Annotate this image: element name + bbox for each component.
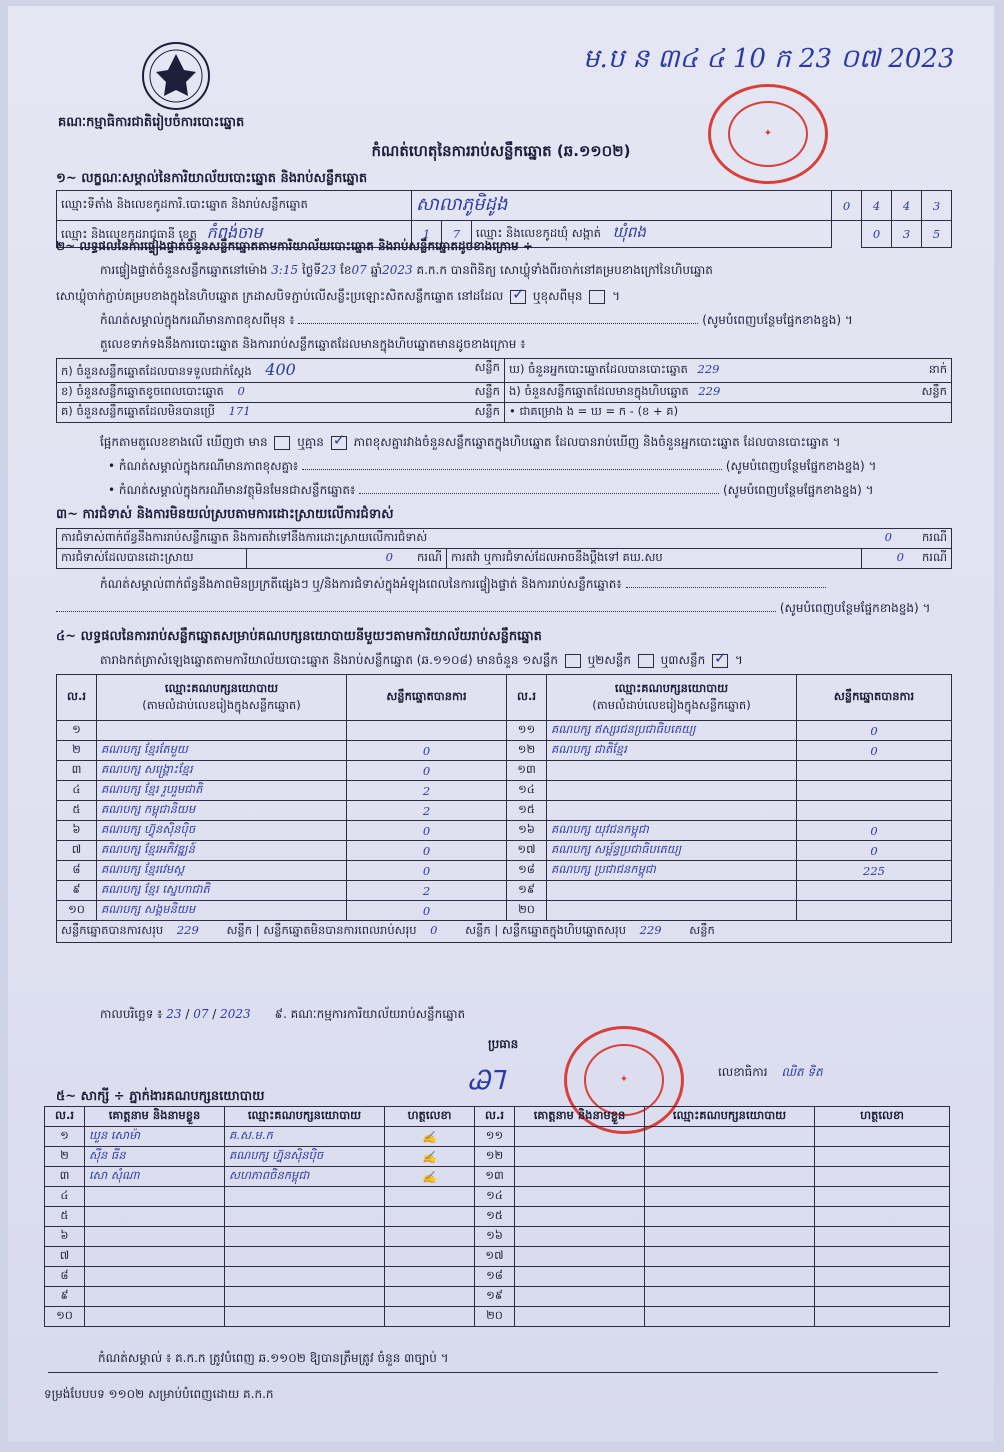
totals-row: សន្លឹកឆ្នោតបានការសរុប 229 សន្លឹក | សន្លឹកឆ្នោតមិនបានការពេលរាប់សរុប 0 សន្លឹក | សន្លឹកឆ្នោតក្នុងហិបឆ្នោតសរុប 229 សន្លឹក bbox=[57, 921, 952, 943]
count-d-label: ឃ) ចំនួនអ្នកបោះឆ្នោតដែលបានបោះឆ្នោត bbox=[509, 362, 688, 376]
result-no: ៣ bbox=[57, 761, 97, 781]
witness-party: គ.ស.ម.ក bbox=[225, 1127, 385, 1147]
witness-party-2 bbox=[645, 1267, 815, 1287]
witness-name bbox=[85, 1307, 225, 1327]
result-party-2 bbox=[547, 781, 797, 801]
witness-row bbox=[45, 1127, 950, 1147]
commune-name: ឃុំពង bbox=[612, 223, 646, 241]
total-valid: 229 bbox=[176, 923, 199, 937]
witness-party bbox=[225, 1287, 385, 1307]
witness-signature-2 bbox=[815, 1307, 950, 1327]
sheets-2-checkbox[interactable] bbox=[638, 654, 654, 668]
footer-note: កំណត់សម្គាល់ ៖ គ.ក.ក ត្រូវបំពេញ ឆ.១១០២ ឱ្យបានត្រឹមត្រូវ ចំនួន ៣ច្បាប់ ។ bbox=[98, 1351, 449, 1365]
province-label: ឈ្មោះ និងលេខកូដរាជធានី ខេត្ត កំពង់ចាម bbox=[57, 221, 412, 248]
secretary-signature: ឈិត ទិត bbox=[781, 1065, 823, 1079]
section4-heading: ៤~ លទ្ធផលនៃការរាប់សន្លឹកឆ្នោតសម្រាប់គណបក្សនយោបាយនីមួយៗតាមការិយាល័យរាប់សន្លឹកឆ្នោត bbox=[56, 629, 542, 644]
witness-signature bbox=[385, 1307, 475, 1327]
count-a-value: 400 bbox=[265, 360, 296, 379]
result-row bbox=[57, 781, 952, 801]
form-title: កំណត់ហេតុនៃការរាប់សន្លឹកឆ្នោត (ឆ.១១០២) bbox=[371, 142, 631, 160]
count-b-value: 0 bbox=[237, 384, 245, 398]
witness-name-2 bbox=[515, 1247, 645, 1267]
witness-name bbox=[85, 1267, 225, 1287]
red-seal-stamp-bottom: ✦ bbox=[564, 1026, 684, 1134]
witness-name-2 bbox=[515, 1147, 645, 1167]
province-code-2: 7 bbox=[442, 221, 472, 248]
commune-code-3: 5 bbox=[922, 221, 952, 248]
witness-no: ១០ bbox=[45, 1307, 85, 1327]
count-a-label: ក) ចំនួនសន្លឹកឆ្នោតដែលបានទទួលជាក់ស្ដែង bbox=[61, 364, 252, 378]
col-party-1: ឈ្មោះគណបក្សនយោបាយ (តាមលំដាប់លេខរៀងក្នុងសន្លឹកឆ្នោត) bbox=[97, 675, 347, 721]
result-row bbox=[57, 901, 952, 921]
witness-signature-2 bbox=[815, 1227, 950, 1247]
result-row bbox=[57, 761, 952, 781]
w-col-no-1: ល.រ bbox=[45, 1107, 85, 1127]
president-label: ប្រធាន bbox=[488, 1037, 519, 1051]
station-code-3: 4 bbox=[892, 191, 922, 221]
witness-signature-2 bbox=[815, 1147, 950, 1167]
result-votes-2: 0 bbox=[797, 841, 952, 861]
witness-party bbox=[225, 1227, 385, 1247]
section3-note-line2: (សូមបំពេញបន្ថែមផ្នែកខាងខ្នង) ។ bbox=[56, 600, 966, 618]
red-seal-stamp-top: ✦ bbox=[708, 84, 828, 184]
witness-party-2 bbox=[645, 1127, 815, 1147]
witness-party bbox=[225, 1267, 385, 1287]
col-no-1: ល.រ bbox=[57, 675, 97, 721]
station-code-4: 3 bbox=[922, 191, 952, 221]
witness-name: ស៊ីន ធីន bbox=[85, 1147, 225, 1167]
result-votes-2: 225 bbox=[797, 861, 952, 881]
witness-name-2 bbox=[515, 1287, 645, 1307]
result-no: ១០ bbox=[57, 901, 97, 921]
result-no-2: ១៥ bbox=[507, 801, 547, 821]
result-no-2: ២០ bbox=[507, 901, 547, 921]
section2-note2: • កំណត់សម្គាល់ក្នុងករណីមានវត្ថុមិនមែនជាសន្លឹកឆ្នោត៖ (សូមបំពេញបន្ថែមផ្នែកខាងខ្នង) ។ bbox=[108, 483, 874, 497]
commune-code-1: 0 bbox=[862, 221, 892, 248]
witness-party-2 bbox=[645, 1167, 815, 1187]
section5-heading: ៥~ សាក្សី ÷ ភ្នាក់ងារគណបក្សនយោបាយ bbox=[56, 1089, 265, 1104]
witness-row bbox=[45, 1167, 950, 1187]
witness-no-2: ១៨ bbox=[475, 1267, 515, 1287]
result-votes: 2 bbox=[347, 881, 507, 901]
different-checkbox[interactable] bbox=[589, 290, 605, 304]
province-code-1: 1 bbox=[412, 221, 442, 248]
witness-no-2: ១១ bbox=[475, 1127, 515, 1147]
w-col-no-2: ល.រ bbox=[475, 1107, 515, 1127]
result-party: គណបក្ស ខ្មែរ ស្នេហាជាតិ bbox=[97, 881, 347, 901]
result-party: គណបក្ស ខ្មែរវេមស្ដ bbox=[97, 861, 347, 881]
witness-signature: ✍ bbox=[385, 1147, 475, 1167]
check-month: 07 bbox=[351, 263, 367, 277]
result-no-2: ១៣ bbox=[507, 761, 547, 781]
witness-signature bbox=[385, 1247, 475, 1267]
result-no: ៨ bbox=[57, 861, 97, 881]
result-votes: 0 bbox=[347, 901, 507, 921]
resolved-label: ការជំទាស់ដែលបានដោះស្រាយ bbox=[57, 549, 247, 569]
witness-party-2 bbox=[645, 1247, 815, 1267]
witness-row bbox=[45, 1207, 950, 1227]
commune-label: ឈ្មោះ និងលេខកូដឃុំ សង្កាត់ bbox=[476, 226, 601, 240]
appeal-label: ការតវ៉ា ឬការជំទាស់ដែលអាចនឹងប្ដឹងទៅ គឃ.សប bbox=[447, 549, 862, 569]
result-party-2: គណបក្ស យុវជនកម្ពុជា bbox=[547, 821, 797, 841]
witness-party bbox=[225, 1187, 385, 1207]
total-in-box: 229 bbox=[639, 923, 662, 937]
result-votes-2 bbox=[797, 901, 952, 921]
witness-row bbox=[45, 1267, 950, 1287]
witness-signature bbox=[385, 1287, 475, 1307]
formula: • ជាគម្រោង ង = ឃ = ក - (ខ + គ) bbox=[505, 403, 952, 423]
witness-party-2 bbox=[645, 1207, 815, 1227]
result-votes-2 bbox=[797, 781, 952, 801]
objection-count: 0 bbox=[884, 530, 892, 544]
result-row bbox=[57, 801, 952, 821]
witness-no-2: ១៧ bbox=[475, 1247, 515, 1267]
resolved-count: 0 bbox=[385, 550, 393, 564]
result-row bbox=[57, 741, 952, 761]
w-col-sign-2: ហត្ថលេខា bbox=[815, 1107, 950, 1127]
check-day: 23 bbox=[321, 263, 337, 277]
witness-party bbox=[225, 1247, 385, 1267]
witness-no: ៩ bbox=[45, 1287, 85, 1307]
station-code-2: 4 bbox=[862, 191, 892, 221]
result-party-2: គណបក្ស សម្ព័ន្ធប្រជាធិបតេយ្យ bbox=[547, 841, 797, 861]
result-no-2: ១២ bbox=[507, 741, 547, 761]
station-label: ឈ្មោះទីតាំង និងលេខកូដការិ.បោះឆ្នោត និងរាប់សន្លឹកឆ្នោត bbox=[57, 191, 412, 221]
result-votes: 2 bbox=[347, 781, 507, 801]
results-table bbox=[56, 674, 952, 943]
witness-no: ៣ bbox=[45, 1167, 85, 1187]
spacer bbox=[832, 221, 862, 248]
result-row bbox=[57, 821, 952, 841]
section4-intro: តារាងកត់ត្រាសំឡេងឆ្នោតតាមការិយាល័យបោះឆ្នោត និងរាប់សន្លឹកឆ្នោត (ឆ.១១០៨) មានចំនួន ១សន្លឹក ឬ២សន្លឹក ឬ៣សន្លឹក ✓ ។ bbox=[100, 652, 960, 670]
col-no-2: ល.រ bbox=[507, 675, 547, 721]
witness-party: គណបក្ស ហ្វ៊ុនស៊ិនប៉ិច bbox=[225, 1147, 385, 1167]
result-no: ៧ bbox=[57, 841, 97, 861]
witness-row bbox=[45, 1287, 950, 1307]
station-code-1: 0 bbox=[832, 191, 862, 221]
appeal-count: 0 bbox=[896, 550, 904, 564]
witness-signature-2 bbox=[815, 1267, 950, 1287]
witness-signature-2 bbox=[815, 1127, 950, 1147]
date-day: 23 bbox=[166, 1007, 182, 1021]
section2-note1: • កំណត់សម្គាល់ក្នុងករណីមានភាពខុសគ្នា៖ (សូមបំពេញបន្ថែមផ្នែកខាងខ្នង) ។ bbox=[108, 459, 877, 473]
section2-line3: កំណត់សម្គាល់ក្នុងករណីមានភាពខុសពីមុន ៖ (សូមបំពេញបន្ថែមផ្នែកខាងខ្នង) ។ bbox=[100, 313, 853, 327]
station-name: សាលាភូមិដូង bbox=[412, 191, 832, 221]
result-votes-2: 0 bbox=[797, 721, 952, 741]
witness-party-2 bbox=[645, 1287, 815, 1307]
section3-heading: ៣~ ការជំទាស់ និងការមិនយល់ស្របតាមការដោះស្រាយលើការជំទាស់ bbox=[56, 507, 394, 522]
counts-table: ក) ចំនួនសន្លឹកឆ្នោតដែលបានទទួលជាក់ស្ដែង 400 សន្លឹក ឃ) ចំនួនអ្នកបោះឆ្នោតដែលបានបោះឆ្នោត 229 នាក់ ខ) ចំនួនសន្លឹកឆ្នោតខូចពេលបោះឆ្នោត 0 សន្លឹក ង) ចំនួនសន្លឹកឆ្នោតដែលមានក្នុងហិបឆ្នោត 229 សន្លឹក គ) ចំនួនសន្លឹកឆ្នោតដែលមិនបានប្រើ 171 សន្លឹក • ជាគម្រោង ង = ឃ = ក - (ខ + គ) bbox=[56, 358, 952, 423]
result-votes-2 bbox=[797, 801, 952, 821]
witness-no-2: ១៤ bbox=[475, 1187, 515, 1207]
count-c-label: គ) ចំនួនសន្លឹកឆ្នោតដែលមិនបានប្រើ bbox=[61, 404, 215, 418]
committee-name: គណៈកម្មាធិការជាតិរៀបចំការបោះឆ្នោត bbox=[58, 115, 245, 130]
date-month: 07 bbox=[193, 1007, 209, 1021]
result-party: គណបក្ស សង្គ្រោះខ្មែរ bbox=[97, 761, 347, 781]
witness-party bbox=[225, 1207, 385, 1227]
section1-heading: ១~ លក្ខណៈសម្គាល់នៃការិយាល័យបោះឆ្នោត និងរាប់សន្លឹកឆ្នោត bbox=[56, 171, 368, 186]
witness-table bbox=[44, 1106, 950, 1327]
result-no: ៦ bbox=[57, 821, 97, 841]
count-b-label: ខ) ចំនួនសន្លឹកឆ្នោតខូចពេលបោះឆ្នោត bbox=[61, 384, 224, 398]
w-col-party-2: ឈ្មោះគណបក្សនយោបាយ bbox=[645, 1107, 815, 1127]
result-no-2: ១៦ bbox=[507, 821, 547, 841]
section2-line5: ផ្អែកតាមតួលេខខាងលើ ឃើញថា មាន ឬគ្មាន ✓ ភាពខុសគ្នារវាងចំនួនសន្លឹកឆ្នោតក្នុងហិបឆ្នោត ដែលបានរាប់ឃើញ និងចំនួនអ្នកបោះឆ្នោត ដែលបានបោះឆ្នោត ។ bbox=[100, 434, 970, 452]
col-votes-1: សន្លឹកឆ្នោតបានការ bbox=[347, 675, 507, 721]
count-date: កាលបរិច្ឆេទ ៖ 23 / 07 / 2023 ៩. គណៈកម្មការការិយាល័យរាប់សន្លឹកឆ្នោត bbox=[100, 1007, 466, 1021]
witness-name-2 bbox=[515, 1227, 645, 1247]
commune-code-2: 3 bbox=[892, 221, 922, 248]
col-party-2: ឈ្មោះគណបក្សនយោបាយ (តាមលំដាប់លេខរៀងក្នុងសន្លឹកឆ្នោត) bbox=[547, 675, 797, 721]
witness-row bbox=[45, 1187, 950, 1207]
result-party: គណបក្ស ខ្មែរតែមួយ bbox=[97, 741, 347, 761]
result-votes: 2 bbox=[347, 801, 507, 821]
witness-name bbox=[85, 1187, 225, 1207]
result-votes: 0 bbox=[347, 741, 507, 761]
result-party: គណបក្ស សង្គមនិយម bbox=[97, 901, 347, 921]
same-checkbox[interactable] bbox=[510, 290, 526, 304]
result-no: ២ bbox=[57, 741, 97, 761]
w-col-sign-1: ហត្ថលេខា bbox=[385, 1107, 475, 1127]
witness-no-2: ១៩ bbox=[475, 1287, 515, 1307]
w-col-name-2: គោត្តនាម និងនាមខ្លួន bbox=[515, 1107, 645, 1127]
witness-signature-2 bbox=[815, 1207, 950, 1227]
result-no-2: ១៤ bbox=[507, 781, 547, 801]
result-no: ១ bbox=[57, 721, 97, 741]
result-party-2 bbox=[547, 761, 797, 781]
w-col-name-1: គោត្តនាម និងនាមខ្លួន bbox=[85, 1107, 225, 1127]
result-votes: 0 bbox=[347, 821, 507, 841]
handwritten-top-note: ម.ប ន ៣៤ ៤ 10 ក 23 ០៧ 2023 bbox=[583, 44, 955, 74]
result-votes: 0 bbox=[347, 841, 507, 861]
witness-name bbox=[85, 1207, 225, 1227]
witness-name-2 bbox=[515, 1267, 645, 1287]
result-party: គណបក្ស ហ៊្វុនស៊ិនប៉ិច bbox=[97, 821, 347, 841]
form-sheet bbox=[8, 6, 994, 1442]
witness-name-2 bbox=[515, 1307, 645, 1327]
witness-name: ឃួន សោម៉ា bbox=[85, 1127, 225, 1147]
section2-heading: ២~ លទ្ធផលនៃការផ្ទៀងផ្ទាត់ចំនួនសន្លឹកឆ្នោតតាមការិយាល័យបោះឆ្នោត និងរាប់សន្លឹកឆ្នោតដូចខាងក្រោម ÷ bbox=[56, 239, 533, 253]
count-d-value: 229 bbox=[697, 362, 720, 376]
result-party: គណបក្ស ខ្មែរអភិវឌ្ឍន៍ bbox=[97, 841, 347, 861]
footer-divider bbox=[48, 1372, 938, 1373]
witness-party-2 bbox=[645, 1187, 815, 1207]
objection-label: ការជំទាស់ពាក់ព័ន្ធនឹងការរាប់សន្លឹកឆ្នោត និងការតវ៉ាទៅនឹងការដោះស្រាយលើការជំទាស់ 0 ករណី bbox=[57, 529, 952, 549]
witness-signature-2 bbox=[815, 1167, 950, 1187]
result-party: គណបក្ស ខ្មែរ រួបរួមជាតិ bbox=[97, 781, 347, 801]
witness-party-2 bbox=[645, 1227, 815, 1247]
witness-name-2 bbox=[515, 1207, 645, 1227]
result-no-2: ១១ bbox=[507, 721, 547, 741]
witness-no-2: ១៣ bbox=[475, 1167, 515, 1187]
president-signature: Ꮗ̵ꓶ bbox=[468, 1066, 505, 1096]
result-votes-2: 0 bbox=[797, 821, 952, 841]
count-e-value: 229 bbox=[698, 384, 721, 398]
witness-party: សហភាពចិនកម្ពុជា bbox=[225, 1167, 385, 1187]
result-party-2 bbox=[547, 901, 797, 921]
result-votes: 0 bbox=[347, 761, 507, 781]
witness-no: ១ bbox=[45, 1127, 85, 1147]
witness-no: ៦ bbox=[45, 1227, 85, 1247]
witness-party-2 bbox=[645, 1307, 815, 1327]
sheets-1-checkbox[interactable] bbox=[565, 654, 581, 668]
date-year: 2023 bbox=[220, 1007, 251, 1021]
witness-row bbox=[45, 1307, 950, 1327]
sheets-3-checkbox[interactable] bbox=[712, 654, 728, 668]
result-party: គណបក្ស កម្ពុជានិយម bbox=[97, 801, 347, 821]
section2-line1: ការផ្ទៀងផ្ទាត់ចំនួនសន្លឹកឆ្នោតនៅម៉ោង 3:15 ថ្ងៃទី23 ខែ07 ឆ្នាំ2023 គ.ក.ក បានពិនិត្យ សោឃ្លុំទាំងពីរចាក់នៅគម្របខាងក្រៅនៃហិបឆ្នោត bbox=[100, 263, 713, 277]
result-party-2: គណបក្ស ជាតិខ្មែរ bbox=[547, 741, 797, 761]
result-votes-2 bbox=[797, 761, 952, 781]
result-party-2 bbox=[547, 801, 797, 821]
result-no: ៥ bbox=[57, 801, 97, 821]
witness-signature bbox=[385, 1207, 475, 1227]
witness-signature-2 bbox=[815, 1287, 950, 1307]
footer-form-ref: ទម្រង់បែបបទ ១១០២ សម្រាប់បំពេញដោយ គ.ក.ក bbox=[44, 1387, 274, 1401]
difference-no-checkbox[interactable] bbox=[331, 436, 347, 450]
result-row bbox=[57, 721, 952, 741]
section2-line2: សោឃ្លុំចាក់ភ្ជាប់គម្របខាងក្នុងនៃហិបឆ្នោត ក្រដាសបិទភ្ជាប់លើសន្លឹះប្រឡោះសិតសន្លឹកឆ្នោត នៅដដែល ✓ ឬខុសពីមុន ។ bbox=[56, 288, 966, 306]
difference-yes-checkbox[interactable] bbox=[274, 436, 290, 450]
result-row bbox=[57, 861, 952, 881]
result-no: ៩ bbox=[57, 881, 97, 901]
result-no-2: ១៧ bbox=[507, 841, 547, 861]
witness-signature: ✍ bbox=[385, 1167, 475, 1187]
witness-signature bbox=[385, 1227, 475, 1247]
witness-no: ២ bbox=[45, 1147, 85, 1167]
result-no-2: ១៩ bbox=[507, 881, 547, 901]
witness-no-2: ១៦ bbox=[475, 1227, 515, 1247]
witness-signature-2 bbox=[815, 1187, 950, 1207]
witness-no: ៤ bbox=[45, 1187, 85, 1207]
witness-signature bbox=[385, 1267, 475, 1287]
result-votes-2 bbox=[797, 881, 952, 901]
section2-line4: តួលេខទាក់ទងនឹងការបោះឆ្នោត និងការរាប់សន្លឹកឆ្នោតដែលមានក្នុងហិបឆ្នោតមានដូចខាងក្រោម ៖ bbox=[100, 337, 526, 351]
witness-party bbox=[225, 1307, 385, 1327]
witness-name: សោ សុំណា bbox=[85, 1167, 225, 1187]
witness-name-2 bbox=[515, 1127, 645, 1147]
witness-row bbox=[45, 1227, 950, 1247]
witness-name bbox=[85, 1287, 225, 1307]
witness-signature-2 bbox=[815, 1247, 950, 1267]
result-no-2: ១៨ bbox=[507, 861, 547, 881]
objections-table: ការជំទាស់ពាក់ព័ន្ធនឹងការរាប់សន្លឹកឆ្នោត និងការតវ៉ាទៅនឹងការដោះស្រាយលើការជំទាស់ 0 ករណី ការជំទាស់ដែលបានដោះស្រាយ 0 ករណី ការតវ៉ា ឬការជំទាស់ដែលអាចនឹងប្ដឹងទៅ គឃ.សប 0 ករណី bbox=[56, 528, 952, 569]
witness-row bbox=[45, 1247, 950, 1267]
witness-no-2: ២០ bbox=[475, 1307, 515, 1327]
col-votes-2: សន្លឹកឆ្នោតបានការ bbox=[797, 675, 952, 721]
witness-name bbox=[85, 1247, 225, 1267]
result-party-2: គណបក្ស ប្រជាជនកម្ពុជា bbox=[547, 861, 797, 881]
secretary-row: លេខាធិការ ឈិត ទិត bbox=[718, 1065, 823, 1079]
witness-name-2 bbox=[515, 1187, 645, 1207]
witness-no: ៥ bbox=[45, 1207, 85, 1227]
result-votes: 0 bbox=[347, 861, 507, 881]
witness-no: ៨ bbox=[45, 1267, 85, 1287]
witness-no-2: ១៥ bbox=[475, 1207, 515, 1227]
province-name: កំពង់ចាម bbox=[206, 223, 263, 242]
check-time: 3:15 bbox=[271, 263, 299, 277]
total-invalid: 0 bbox=[430, 923, 438, 937]
witness-name-2 bbox=[515, 1167, 645, 1187]
witness-name bbox=[85, 1227, 225, 1247]
witness-signature bbox=[385, 1187, 475, 1207]
witness-no: ៧ bbox=[45, 1247, 85, 1267]
result-row bbox=[57, 881, 952, 901]
check-year: 2023 bbox=[382, 263, 413, 277]
result-party-2: គណបក្ស ឥស្សរជនប្រជាធិបតេយ្យ bbox=[547, 721, 797, 741]
result-votes-2: 0 bbox=[797, 741, 952, 761]
result-no: ៤ bbox=[57, 781, 97, 801]
witness-row bbox=[45, 1147, 950, 1167]
witness-no-2: ១២ bbox=[475, 1147, 515, 1167]
result-party-2 bbox=[547, 881, 797, 901]
w-col-party-1: ឈ្មោះគណបក្សនយោបាយ bbox=[225, 1107, 385, 1127]
result-party bbox=[97, 721, 347, 741]
result-votes bbox=[347, 721, 507, 741]
section3-note: កំណត់សម្គាល់ពាក់ព័ន្ធនឹងភាពមិនប្រក្រតីផ្សេងៗ ឬ/និងការជំទាស់ក្នុងអំឡុងពេលនៃការផ្ទៀងផ្ទាត់ និងការរាប់សន្លឹកឆ្នោត៖ bbox=[100, 576, 960, 594]
count-e-label: ង) ចំនួនសន្លឹកឆ្នោតដែលមានក្នុងហិបឆ្នោត bbox=[509, 384, 689, 398]
count-c-value: 171 bbox=[228, 404, 251, 418]
witness-signature: ✍ bbox=[385, 1127, 475, 1147]
committee-emblem-icon bbox=[140, 40, 212, 112]
result-row bbox=[57, 841, 952, 861]
witness-party-2 bbox=[645, 1147, 815, 1167]
